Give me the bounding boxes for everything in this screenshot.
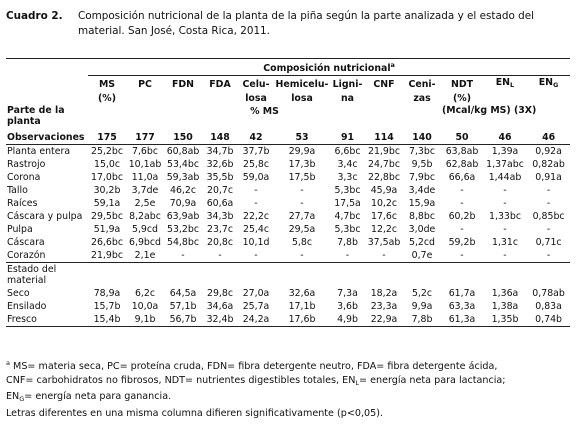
table-cell: 0,85bc — [532, 211, 565, 223]
table-cell: 0,92a — [535, 146, 562, 158]
table-cell: 15,4b — [88, 313, 126, 327]
table-cell: 29,9a — [288, 146, 316, 158]
table-cell: 22,8bc — [368, 172, 400, 184]
table-cell: 0,78ab — [532, 288, 565, 300]
table-row — [6, 171, 570, 184]
col-header-10: $EN_L$ — [495, 77, 515, 90]
group-title-mark: a — [390, 61, 395, 69]
table-cell: 1,36a — [491, 288, 519, 300]
table-cell: 0,71c — [535, 237, 562, 249]
obs-value: 46 — [483, 131, 527, 145]
table-cell: 6,9bcd — [129, 237, 161, 249]
table-cell: 53,4bc — [167, 159, 199, 171]
table-cell: 4,9b — [330, 313, 365, 327]
table-cell: 11,0a — [131, 172, 159, 184]
header-row-1 — [6, 76, 570, 93]
table-cell: - — [254, 185, 258, 197]
table-cell: 0,91a — [535, 172, 562, 184]
table-cell: 5,8c — [291, 237, 313, 249]
row-label-header: Parte de la planta — [7, 105, 65, 128]
table-cell: - — [546, 224, 551, 236]
table-cell: - — [300, 198, 304, 210]
table-cell: 6,6bc — [334, 146, 361, 158]
table-cell: 29,8c — [206, 288, 234, 300]
table-cell: 1,39a — [491, 146, 519, 158]
table-cell: 5,3bc — [334, 224, 361, 236]
table-cell: 64,5a — [169, 288, 197, 300]
row-label: Cáscara — [7, 237, 45, 249]
table-cell: 15,0c — [93, 159, 121, 171]
footnote-line-1: $^a$ MS= materia seca, PC= proteína cruda, FDN= fibra detergente neutro, FDA= fibra detergente ácida, — [6, 359, 498, 373]
table-cell: 17,1b — [288, 301, 316, 313]
table-cell: 78,9a — [93, 288, 121, 300]
table-cell: - — [503, 198, 507, 210]
table-cell: 8,8bc — [408, 211, 435, 223]
table-cell: - — [503, 250, 507, 262]
obs-value: 177 — [126, 131, 164, 145]
table-cell: 23,7c — [206, 224, 234, 236]
col-header-line2-6: na — [340, 93, 354, 105]
obs-value: 175 — [88, 131, 126, 145]
table-cell: 7,8b — [337, 237, 358, 249]
table-cell: 54,8bc — [167, 237, 199, 249]
energy-unit-label: (Mcal/kg MS) (3X) — [442, 105, 537, 117]
table-cell: - — [345, 250, 350, 262]
table-cell: 34,6a — [206, 301, 234, 313]
table-cell: 34,7b — [206, 146, 234, 158]
col-header-line2-11 — [527, 92, 570, 105]
obs-value: 114 — [365, 131, 403, 145]
table-cell: 3,4de — [408, 185, 436, 197]
table-cell: 60,6a — [206, 198, 234, 210]
col-header-line2-4: losa — [245, 93, 267, 105]
caption-text: Composición nutricional de la planta de la piña según la parte analizada y el estado del material. San José, Costa Rica, 2011. — [78, 10, 534, 37]
table-cell: 18,2a — [370, 288, 398, 300]
col-header-line2-0: (%) — [98, 93, 116, 105]
table-cell: - — [460, 185, 464, 197]
table-cell: 10,2c — [370, 198, 398, 210]
table-cell: 46,2c — [169, 185, 197, 197]
table-cell: 66,6a — [448, 172, 476, 184]
col-header-line2-7 — [365, 92, 403, 105]
table-cell: 20,7c — [206, 185, 234, 197]
table-row — [6, 158, 570, 171]
table-cell: 5,2c — [411, 288, 433, 300]
table-cell: 62,8ab — [445, 159, 479, 171]
table-cell: 21,9bc — [91, 250, 123, 262]
table-cell: 7,6bc — [131, 146, 158, 158]
row-label: Ensilado — [7, 301, 47, 313]
table-cell: 0,82ab — [532, 159, 565, 171]
nutrition-table — [6, 58, 570, 327]
table-cell: 1,44ab — [488, 172, 522, 184]
table-cell: 2,5e — [134, 198, 156, 210]
col-header-2: FDN — [171, 78, 195, 90]
header-row-3 — [6, 105, 570, 118]
table-cell: 7,3a — [337, 288, 358, 300]
footnote-line-2: CNF= carbohidratos no fibrosos, NDT= nutrientes digestibles totales, $EN_L=$ energía neta para lactancia; — [6, 374, 506, 387]
table-cell: 25,7a — [242, 301, 270, 313]
observations-row — [6, 131, 570, 145]
table-cell: 63,3a — [448, 301, 476, 313]
col-header-sub-10: L — [510, 81, 515, 90]
table-cell: 22,2c — [242, 211, 270, 223]
table-cell: 1,35b — [483, 313, 527, 327]
table-cell: 0,83a — [535, 301, 562, 313]
table-cell: - — [546, 198, 551, 210]
col-header-6: Ligni- — [332, 78, 363, 90]
table-cell: 12,2c — [370, 224, 398, 236]
table-cell: - — [300, 185, 304, 197]
row-label: Planta entera — [7, 146, 71, 158]
table-cell: 0,74b — [527, 313, 570, 327]
table-cell: 35,5b — [206, 172, 234, 184]
table-cell: 27,7a — [288, 211, 316, 223]
table-row — [6, 210, 570, 223]
group-title: Composición nutricional$^a$ — [88, 59, 570, 76]
section-label: Estado del material — [6, 263, 88, 288]
table-cell: 56,7b — [164, 313, 202, 327]
table-cell: 5,9cd — [131, 224, 158, 236]
row-label: Pulpa — [7, 224, 33, 236]
table-cell: 32,6a — [288, 288, 316, 300]
table-row — [6, 236, 570, 249]
table-cell: 25,4c — [242, 224, 270, 236]
table-cell: 60,8ab — [166, 146, 200, 158]
table-cell: 59,0a — [242, 172, 270, 184]
table-cell: 63,9ab — [166, 211, 200, 223]
table-cell: 8,2abc — [129, 211, 161, 223]
table-cell: 3,7de — [131, 185, 159, 197]
table-cell: - — [382, 250, 386, 262]
obs-value: 140 — [403, 131, 441, 145]
table-cell: - — [254, 250, 258, 262]
table-cell: 10,0a — [131, 301, 159, 313]
table-cell: 0,7e — [411, 250, 433, 262]
col-header-1: PC — [138, 78, 152, 90]
table-cell: - — [503, 185, 507, 197]
obs-value: 91 — [330, 131, 365, 145]
caption-number: Cuadro 2. — [6, 10, 63, 22]
table-cell: 29,5a — [288, 224, 316, 236]
table-cell: - — [546, 250, 551, 262]
col-header-line2-1 — [126, 92, 164, 105]
table-cell: 17,6b — [274, 313, 330, 327]
row-label: Corona — [7, 172, 41, 184]
col-header-5: Hemicelu- — [275, 78, 329, 90]
col-header-8: Ceni- — [408, 78, 436, 90]
table-cell: 1,33bc — [489, 211, 521, 223]
table-cell: 57,1b — [169, 301, 197, 313]
table-cell: - — [546, 185, 551, 197]
footnote-line-3: $EN_G=$ energía neta para ganancia. — [6, 391, 172, 404]
col-header-line2-9: (%) — [453, 93, 471, 105]
table-cell: 27,0a — [242, 288, 270, 300]
obs-value: 148 — [202, 131, 238, 145]
table-cell: 63,8ab — [445, 146, 479, 158]
row-label: Raíces — [7, 198, 38, 210]
row-label: Seco — [7, 288, 30, 300]
table-cell: 21,9bc — [368, 146, 400, 158]
table-row — [6, 197, 570, 210]
table-cell: 9,9a — [411, 301, 433, 313]
table-cell: 15,7b — [93, 301, 121, 313]
table-cell: 5,2cd — [408, 237, 435, 249]
col-header-line2-3 — [202, 92, 238, 105]
col-header-9: NDT — [450, 78, 474, 90]
table-cell: 29,5bc — [91, 211, 123, 223]
col-header-line2-2 — [164, 92, 202, 105]
table-cell: 70,9a — [169, 198, 197, 210]
table-cell: 15,9a — [408, 198, 436, 210]
table-cell: 7,8b — [403, 313, 441, 327]
table-row — [6, 145, 570, 159]
table-cell: 37,5ab — [367, 237, 401, 249]
table-cell: 24,7bc — [368, 159, 400, 171]
table-cell: 51,9a — [93, 224, 121, 236]
obs-value: 53 — [274, 131, 330, 145]
obs-value: 50 — [441, 131, 483, 145]
table-cell: 24,2a — [238, 313, 274, 327]
col-header-sub-11: G — [553, 81, 559, 90]
section-label-row — [6, 263, 570, 288]
obs-value: 46 — [527, 131, 570, 145]
table-cell: 20,8c — [206, 237, 234, 249]
table-cell: 32,4b — [202, 313, 238, 327]
table-cell: - — [460, 224, 464, 236]
table-cell: 59,1a — [93, 198, 121, 210]
col-header-line2-10 — [483, 92, 527, 105]
table-cell: 6,2c — [134, 288, 156, 300]
table-cell: 3,3c — [337, 172, 358, 184]
table-cell: 17,5b — [288, 172, 316, 184]
row-label: Tallo — [7, 185, 28, 197]
table-cell: 30,2b — [93, 185, 121, 197]
table-caption — [6, 9, 572, 39]
table-cell: 61,3a — [441, 313, 483, 327]
col-header-line2-5: losa — [291, 93, 313, 105]
table-cell: 34,3b — [206, 211, 234, 223]
table-cell: 3,6b — [337, 301, 358, 313]
table-cell: 32,6b — [206, 159, 234, 171]
table-row — [6, 300, 570, 313]
table-cell: 7,9bc — [408, 172, 435, 184]
table-row — [6, 287, 570, 300]
table-row — [6, 313, 570, 327]
table-cell: 7,3bc — [408, 146, 435, 158]
table-cell: 1,31c — [491, 237, 519, 249]
table-cell: - — [503, 224, 507, 236]
table-cell: 17,3b — [288, 159, 316, 171]
table-cell: 53,2bc — [167, 224, 199, 236]
table-cell: 25,2bc — [91, 146, 123, 158]
table-cell: - — [460, 250, 464, 262]
table-cell: - — [254, 198, 258, 210]
table-cell: 17,5a — [334, 198, 361, 210]
table-cell: 9,1b — [126, 313, 164, 327]
table-cell: 22,9a — [365, 313, 403, 327]
col-header-0: MS — [98, 78, 116, 90]
table-cell: 1,37abc — [486, 159, 524, 171]
corner-cell — [6, 59, 88, 76]
table-cell: - — [181, 250, 185, 262]
table-cell: 9,5b — [411, 159, 433, 171]
header-row-2 — [6, 92, 570, 105]
footnote-line-4: Letras diferentes en una misma columna difieren significativamente (p<0,05). — [6, 407, 384, 419]
col-header-3: FDA — [209, 78, 231, 90]
table-cell: 2,1e — [134, 250, 156, 262]
obs-value: 42 — [238, 131, 274, 145]
table-cell: 5,3bc — [334, 185, 361, 197]
obs-label: Observaciones — [6, 131, 88, 145]
col-header-line2-8: zas — [413, 93, 431, 105]
col-header-4: Celu- — [242, 78, 270, 90]
table-cell: 10,1ab — [128, 159, 162, 171]
table-cell: 3,0de — [408, 224, 436, 236]
obs-value: 150 — [164, 131, 202, 145]
table-cell: 60,2b — [448, 211, 476, 223]
table-cell: - — [460, 198, 464, 210]
col-header-11: $EN_G$ — [538, 77, 559, 90]
table-cell: 26,6bc — [91, 237, 123, 249]
table-cell: 10,1d — [242, 237, 270, 249]
table-cell: 37,7b — [242, 146, 270, 158]
row-label: Cáscara y pulpa — [7, 211, 83, 223]
row-label: Fresco — [6, 313, 88, 327]
table-cell: 4,7bc — [334, 211, 361, 223]
table-cell: 59,3ab — [166, 172, 200, 184]
footnotes — [6, 357, 572, 420]
col-header-7: CNF — [373, 78, 395, 90]
table-cell: 25,8c — [242, 159, 270, 171]
table-cell: 3,4c — [337, 159, 358, 171]
table-cell: 17,0bc — [91, 172, 123, 184]
row-label: Rastrojo — [7, 159, 46, 171]
table-row — [6, 223, 570, 236]
table-cell: 1,38a — [491, 301, 519, 313]
table-cell: - — [300, 250, 304, 262]
table-cell: 61,7a — [448, 288, 476, 300]
table-row — [6, 184, 570, 197]
table-row — [6, 249, 570, 263]
row-label: Corazón — [7, 250, 46, 262]
table-cell: 45,9a — [370, 185, 398, 197]
table-cell: 17,6c — [370, 211, 398, 223]
table-cell: - — [218, 250, 222, 262]
table-cell: 59,2b — [448, 237, 476, 249]
table-cell: 23,3a — [370, 301, 398, 313]
pct-ms-label: % MS — [250, 106, 279, 118]
